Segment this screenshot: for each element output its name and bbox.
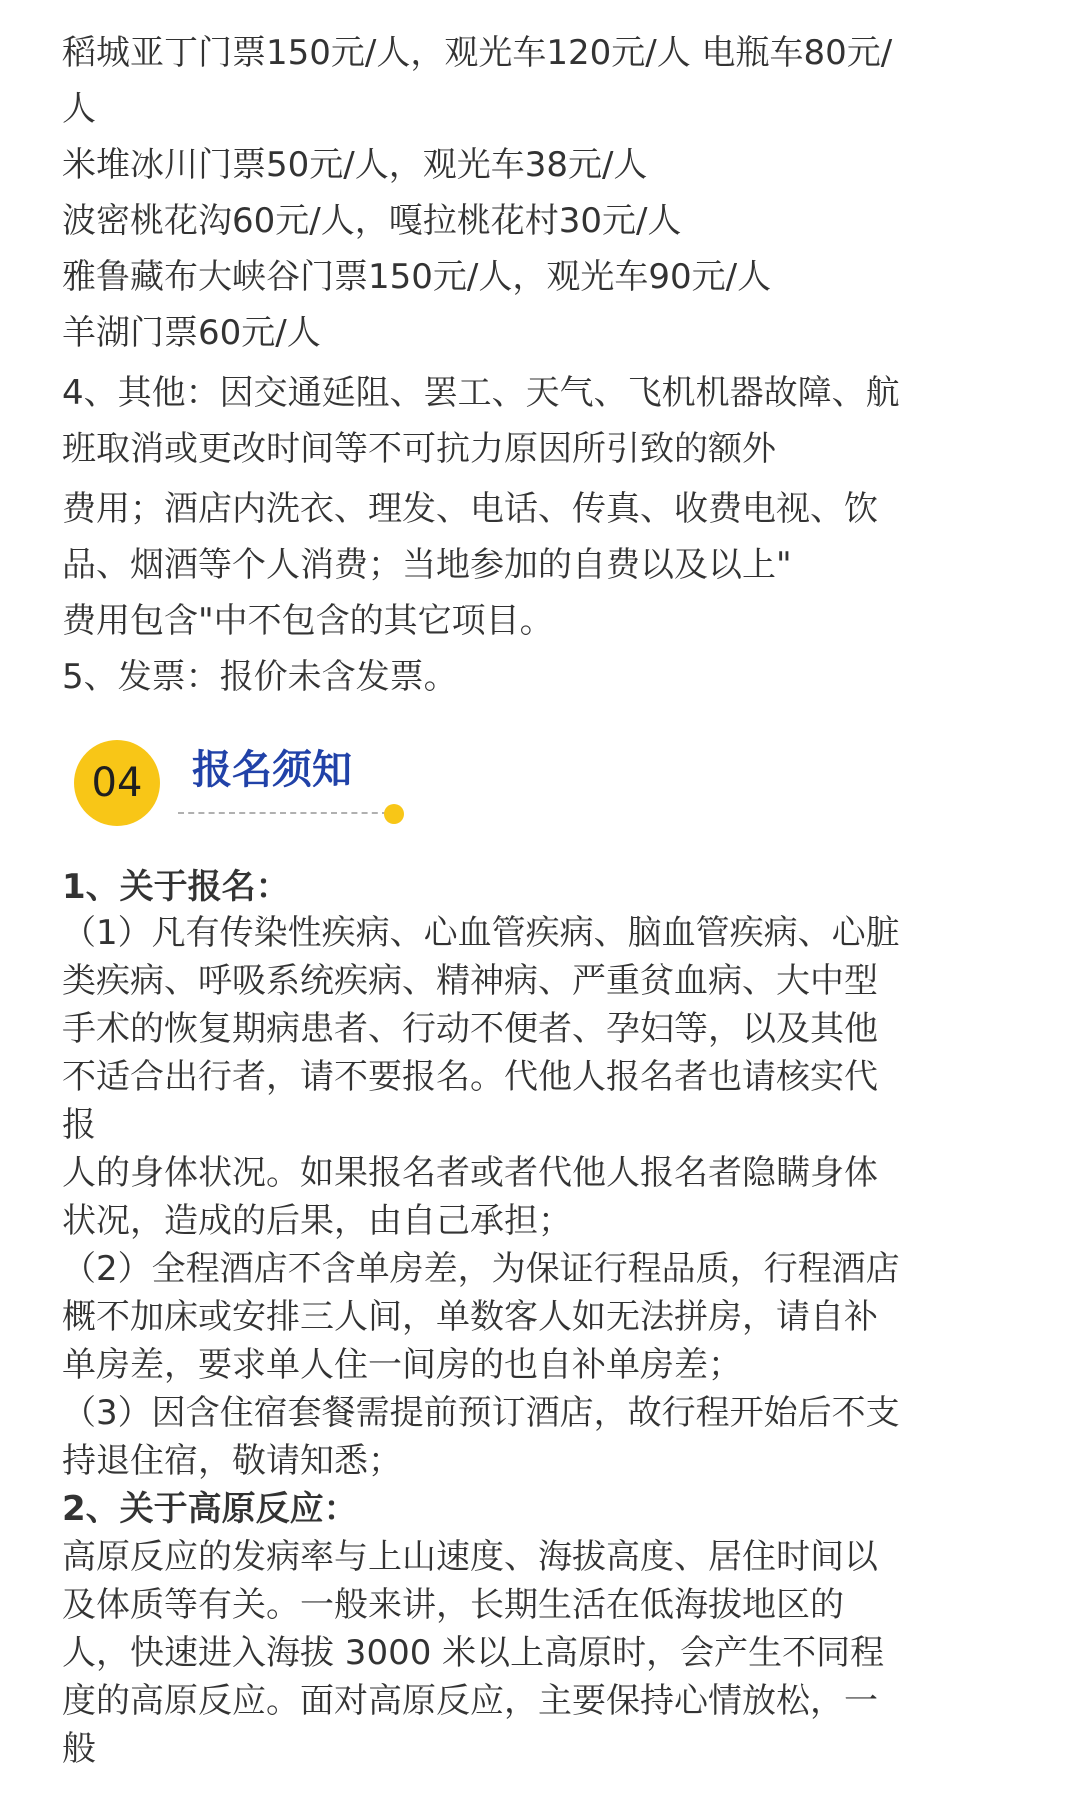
para-altitude-3: 人，快速进入海拔 3000 米以上高原时，会产生不同程 bbox=[62, 1633, 885, 1673]
section-header bbox=[74, 736, 414, 836]
fee-line-yading: 稻城亚丁门票150元/人，观光车120元/人 电瓶车80元/ bbox=[62, 33, 893, 73]
para-altitude-4: 度的高原反应。面对高原反应，主要保持心情放松，一 bbox=[62, 1681, 878, 1721]
para-altitude-2: 及体质等有关。一般来讲，长期生活在低海拔地区的 bbox=[62, 1585, 844, 1625]
para-health-4: 不适合出行者，请不要报名。代他人报名者也请核实代 bbox=[62, 1057, 878, 1097]
para-room-3: 单房差，要求单人住一间房的也自补单房差； bbox=[62, 1345, 742, 1385]
para-booking-1: （3）因含住宿套餐需提前预订酒店，故行程开始后不支 bbox=[62, 1393, 900, 1433]
para-room-2: 概不加床或安排三人间，单数客人如无法拼房，请自补 bbox=[62, 1297, 878, 1337]
other-line-2: 班取消或更改时间等不可抗力原因所引致的额外 bbox=[62, 429, 776, 469]
para-booking-2: 持退住宿，敬请知悉； bbox=[62, 1441, 402, 1481]
section-divider bbox=[178, 812, 388, 814]
fee-line-yarlung: 雅鲁藏布大峡谷门票150元/人，观光车90元/人 bbox=[62, 257, 772, 297]
para-health-6: 人的身体状况。如果报名者或者代他人报名者隐瞒身体 bbox=[62, 1153, 878, 1193]
para-health-3: 手术的恢复期病患者、行动不便者、孕妇等，以及其他 bbox=[62, 1009, 878, 1049]
para-altitude-1: 高原反应的发病率与上山速度、海拔高度、居住时间以 bbox=[62, 1537, 878, 1577]
heading-registration: 1、关于报名： bbox=[62, 867, 290, 907]
section-title: 报名须知 bbox=[192, 747, 352, 793]
fee-line-yanghu: 羊湖门票60元/人 bbox=[62, 313, 321, 353]
para-health-5: 报 bbox=[62, 1105, 96, 1145]
para-health-1: （1）凡有传染性疾病、心血管疾病、脑血管疾病、心脏 bbox=[62, 913, 900, 953]
other-line-5: 费用包含"中不包含的其它项目。 bbox=[62, 601, 554, 641]
fee-line-midui: 米堆冰川门票50元/人，观光车38元/人 bbox=[62, 145, 648, 185]
para-health-2: 类疾病、呼吸系统疾病、精神病、严重贫血病、大中型 bbox=[62, 961, 878, 1001]
para-health-7: 状况，造成的后果，由自己承担； bbox=[62, 1201, 572, 1241]
invoice-line: 5、发票：报价未含发票。 bbox=[62, 657, 458, 697]
section-number-badge: 04 bbox=[74, 740, 160, 826]
para-altitude-5: 般 bbox=[62, 1729, 96, 1769]
para-room-1: （2）全程酒店不含单房差，为保证行程品质，行程酒店 bbox=[62, 1249, 900, 1289]
fee-line-yading-cont: 人 bbox=[62, 89, 96, 129]
other-line-3: 费用；酒店内洗衣、理发、电话、传真、收费电视、饮 bbox=[62, 489, 878, 529]
fee-line-bomi: 波密桃花沟60元/人，嘎拉桃花村30元/人 bbox=[62, 201, 682, 241]
heading-altitude: 2、关于高原反应： bbox=[62, 1489, 358, 1529]
other-line-4: 品、烟酒等个人消费；当地参加的自费以及以上" bbox=[62, 545, 792, 585]
other-line-1: 4、其他：因交通延阻、罢工、天气、飞机机器故障、航 bbox=[62, 373, 900, 413]
divider-dot-icon bbox=[384, 804, 404, 824]
